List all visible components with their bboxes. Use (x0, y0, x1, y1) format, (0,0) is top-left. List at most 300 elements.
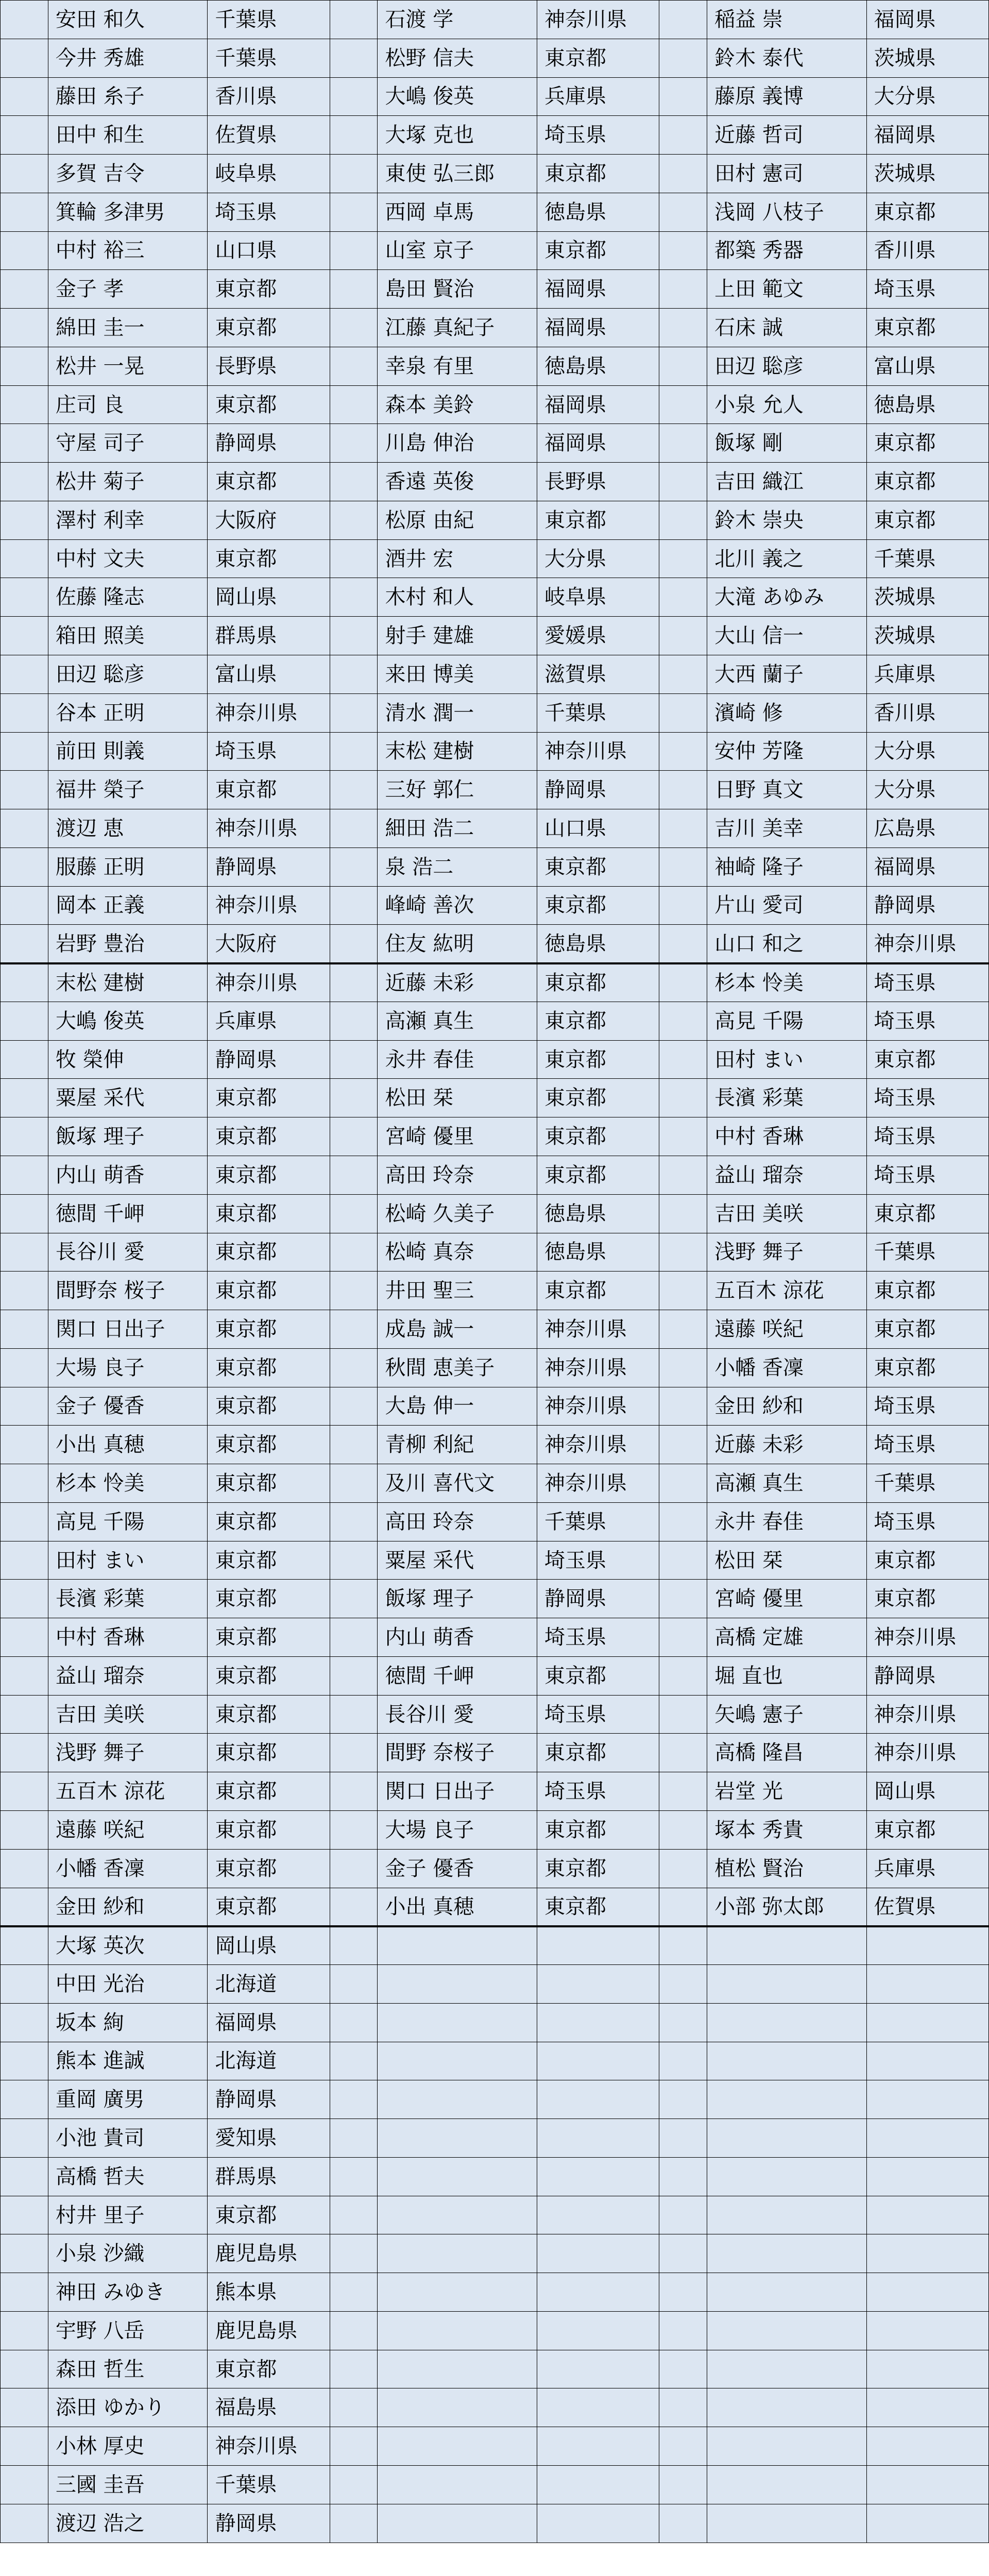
spacer-cell (330, 1695, 378, 1734)
spacer-cell (330, 1849, 378, 1888)
spacer-cell (1, 2504, 48, 2543)
spacer-cell (330, 155, 378, 193)
table-row (1, 2196, 989, 2234)
name-cell: 谷本 正明 (48, 693, 208, 732)
prefecture-cell: 徳島県 (537, 193, 659, 231)
spacer-cell (330, 385, 378, 424)
spacer-cell (659, 116, 707, 155)
table-row (1, 77, 989, 116)
table-row (1, 116, 989, 155)
name-cell (378, 2196, 537, 2234)
name-cell: 近藤 未彩 (378, 963, 537, 1002)
table-row (1, 1464, 989, 1503)
prefecture-cell: 熊本県 (208, 2273, 330, 2312)
spacer-cell (1, 231, 48, 270)
prefecture-cell (537, 2273, 659, 2312)
name-cell: 稲益 崇 (707, 1, 867, 39)
prefecture-cell: 東京都 (537, 1002, 659, 1040)
table-row (1, 2042, 989, 2080)
name-cell: 藤田 糸子 (48, 77, 208, 116)
spacer-cell (330, 1117, 378, 1156)
prefecture-cell (537, 1926, 659, 1965)
prefecture-cell (537, 2003, 659, 2042)
name-cell: 多賀 吉令 (48, 155, 208, 193)
name-cell: 浅野 舞子 (48, 1734, 208, 1772)
name-cell: 重岡 廣男 (48, 2080, 208, 2119)
spacer-cell (1, 2466, 48, 2504)
prefecture-cell: 東京都 (208, 1464, 330, 1503)
name-cell: 佐藤 隆志 (48, 578, 208, 617)
name-cell: 岩堂 光 (707, 1772, 867, 1811)
name-cell: 益山 瑠奈 (707, 1156, 867, 1194)
prefecture-cell (537, 2234, 659, 2273)
prefecture-cell: 東京都 (537, 1117, 659, 1156)
spacer-cell (1, 1387, 48, 1426)
spacer-cell (659, 578, 707, 617)
spacer-cell (1, 270, 48, 309)
prefecture-cell: 大分県 (866, 771, 988, 809)
prefecture-cell: 千葉県 (537, 693, 659, 732)
name-cell: 藤原 義博 (707, 77, 867, 116)
table-row (1, 1194, 989, 1233)
table-row (1, 39, 989, 77)
prefecture-cell: 徳島県 (866, 385, 988, 424)
prefecture-cell: 東京都 (208, 1734, 330, 1772)
prefecture-cell: 兵庫県 (866, 655, 988, 694)
spacer-cell (330, 1772, 378, 1811)
spacer-cell (1, 2350, 48, 2388)
prefecture-cell: 千葉県 (208, 39, 330, 77)
spacer-cell (330, 1194, 378, 1233)
table-row (1, 1040, 989, 1079)
spacer-cell (659, 424, 707, 463)
prefecture-cell: 千葉県 (866, 539, 988, 578)
name-cell: 袖崎 隆子 (707, 848, 867, 886)
table-row (1, 1272, 989, 1310)
prefecture-cell: 長野県 (208, 347, 330, 385)
name-cell: 綿田 圭一 (48, 309, 208, 347)
prefecture-cell: 福岡県 (866, 116, 988, 155)
name-cell: 三國 圭吾 (48, 2466, 208, 2504)
name-cell: 西岡 卓馬 (378, 193, 537, 231)
spacer-cell (659, 270, 707, 309)
name-cell: 射手 建雄 (378, 617, 537, 655)
spacer-cell (330, 1348, 378, 1387)
prefecture-cell: 東京都 (866, 1541, 988, 1580)
name-cell: 中村 文夫 (48, 539, 208, 578)
name-cell (707, 2119, 867, 2158)
table-row (1, 771, 989, 809)
prefecture-cell (866, 2196, 988, 2234)
name-cell: 秋間 恵美子 (378, 1348, 537, 1387)
name-cell: 石床 誠 (707, 309, 867, 347)
spacer-cell (1, 1310, 48, 1349)
prefecture-cell: 福岡県 (208, 2003, 330, 2042)
prefecture-cell: 東京都 (208, 270, 330, 309)
prefecture-cell: 神奈川県 (866, 925, 988, 963)
name-cell: 徳間 千岬 (378, 1656, 537, 1695)
spacer-cell (659, 655, 707, 694)
table-row (1, 1965, 989, 2004)
name-cell: 五百木 涼花 (707, 1272, 867, 1310)
name-cell: 三好 郭仁 (378, 771, 537, 809)
table-row (1, 2273, 989, 2312)
table-row (1, 193, 989, 231)
name-cell (707, 1926, 867, 1965)
prefecture-cell (537, 1965, 659, 2004)
prefecture-cell (866, 2350, 988, 2388)
prefecture-cell (537, 2119, 659, 2158)
table-row (1, 809, 989, 848)
name-cell: 島田 賢治 (378, 270, 537, 309)
spacer-cell (330, 2157, 378, 2196)
table-row (1, 1156, 989, 1194)
prefecture-cell: 東京都 (537, 1810, 659, 1849)
name-cell: 杉本 怜美 (48, 1464, 208, 1503)
prefecture-cell (866, 2080, 988, 2119)
name-cell (378, 2080, 537, 2119)
name-cell: 松田 栞 (378, 1079, 537, 1117)
spacer-cell (1, 539, 48, 578)
spacer-cell (330, 1079, 378, 1117)
prefecture-cell: 埼玉県 (866, 1079, 988, 1117)
prefecture-cell: 神奈川県 (537, 1, 659, 39)
spacer-cell (330, 424, 378, 463)
prefecture-cell: 東京都 (208, 1810, 330, 1849)
prefecture-cell: 東京都 (208, 1079, 330, 1117)
prefecture-cell: 埼玉県 (537, 1772, 659, 1811)
name-cell (378, 2504, 537, 2543)
name-cell: 塚本 秀貴 (707, 1810, 867, 1849)
prefecture-cell: 大分県 (866, 77, 988, 116)
table-row (1, 1849, 989, 1888)
name-cell: 杉本 怜美 (707, 963, 867, 1002)
name-cell: 小幡 香凜 (707, 1348, 867, 1387)
name-cell: 田辺 聡彦 (707, 347, 867, 385)
table-row (1, 2003, 989, 2042)
spacer-cell (659, 2157, 707, 2196)
spacer-cell (330, 809, 378, 848)
prefecture-cell: 東京都 (208, 1272, 330, 1310)
spacer-cell (330, 231, 378, 270)
prefecture-cell (866, 1965, 988, 2004)
prefecture-cell: 埼玉県 (537, 116, 659, 155)
name-cell: 細田 浩二 (378, 809, 537, 848)
spacer-cell (1, 1502, 48, 1541)
spacer-cell (1, 1348, 48, 1387)
prefecture-cell (537, 2157, 659, 2196)
prefecture-cell: 大分県 (537, 539, 659, 578)
prefecture-cell: 茨城県 (866, 155, 988, 193)
name-cell: 松井 菊子 (48, 463, 208, 501)
name-cell: 益山 瑠奈 (48, 1656, 208, 1695)
name-cell: 村井 里子 (48, 2196, 208, 2234)
spacer-cell (1, 1, 48, 39)
spacer-cell (330, 732, 378, 771)
name-cell: 澤村 利幸 (48, 501, 208, 539)
spacer-cell (330, 1464, 378, 1503)
name-cell: 成島 誠一 (378, 1310, 537, 1349)
spacer-cell (659, 2350, 707, 2388)
name-cell (378, 2311, 537, 2350)
table-row (1, 617, 989, 655)
prefecture-cell: 北海道 (208, 2042, 330, 2080)
spacer-cell (330, 1926, 378, 1965)
table-row (1, 2311, 989, 2350)
spacer-cell (330, 771, 378, 809)
name-cell: 大場 良子 (48, 1348, 208, 1387)
spacer-cell (330, 1426, 378, 1464)
spacer-cell (1, 424, 48, 463)
name-cell: 間野 奈桜子 (378, 1734, 537, 1772)
prefecture-cell: 東京都 (866, 1040, 988, 1079)
table-row (1, 231, 989, 270)
prefecture-cell: 東京都 (537, 1079, 659, 1117)
name-cell: 金子 孝 (48, 270, 208, 309)
prefecture-cell: 東京都 (208, 1426, 330, 1464)
table-row (1, 1387, 989, 1426)
prefecture-cell (866, 2042, 988, 2080)
name-cell (378, 2466, 537, 2504)
table-row (1, 2157, 989, 2196)
prefecture-cell (866, 1926, 988, 1965)
spacer-cell (659, 77, 707, 116)
name-cell: 森本 美鈴 (378, 385, 537, 424)
table-row (1, 2466, 989, 2504)
spacer-cell (330, 1310, 378, 1349)
prefecture-cell: 埼玉県 (537, 1541, 659, 1580)
prefecture-cell (866, 2466, 988, 2504)
name-cell: 金田 紗和 (707, 1387, 867, 1426)
prefecture-cell: 兵庫県 (866, 1849, 988, 1888)
name-cell: 岡本 正義 (48, 886, 208, 925)
name-cell: 徳間 千岬 (48, 1194, 208, 1233)
prefecture-cell: 長野県 (537, 463, 659, 501)
name-cell (378, 1926, 537, 1965)
spacer-cell (659, 2196, 707, 2234)
spacer-cell (659, 732, 707, 771)
spacer-cell (1, 1810, 48, 1849)
table-row (1, 2388, 989, 2427)
table-row (1, 578, 989, 617)
spacer-cell (1, 2157, 48, 2196)
spacer-cell (1, 39, 48, 77)
name-cell: 堀 直也 (707, 1656, 867, 1695)
prefecture-cell: 福岡県 (537, 270, 659, 309)
name-cell: 松田 栞 (707, 1541, 867, 1580)
spacer-cell (1, 1888, 48, 1926)
name-cell: 遠藤 咲紀 (707, 1310, 867, 1349)
name-cell: 長谷川 愛 (378, 1695, 537, 1734)
spacer-cell (330, 693, 378, 732)
name-cell: 中村 裕三 (48, 231, 208, 270)
prefecture-cell: 愛知県 (208, 2119, 330, 2158)
prefecture-cell (537, 2504, 659, 2543)
name-cell (378, 2234, 537, 2273)
spacer-cell (1, 1656, 48, 1695)
table-row (1, 1618, 989, 1657)
prefecture-cell (866, 2003, 988, 2042)
prefecture-cell: 静岡県 (208, 424, 330, 463)
spacer-cell (1, 155, 48, 193)
table-row (1, 463, 989, 501)
prefecture-cell: 徳島県 (537, 1233, 659, 1272)
table-row (1, 2504, 989, 2543)
spacer-cell (330, 848, 378, 886)
prefecture-cell (537, 2388, 659, 2427)
name-cell: 松原 由紀 (378, 501, 537, 539)
name-cell: 及川 喜代文 (378, 1464, 537, 1503)
prefecture-cell: 群馬県 (208, 617, 330, 655)
spacer-cell (1, 463, 48, 501)
spacer-cell (330, 463, 378, 501)
spacer-cell (330, 617, 378, 655)
spacer-cell (1, 2080, 48, 2119)
prefecture-cell: 東京都 (208, 1310, 330, 1349)
spacer-cell (330, 347, 378, 385)
spacer-cell (330, 2311, 378, 2350)
name-cell: 長谷川 愛 (48, 1233, 208, 1272)
name-cell (378, 2157, 537, 2196)
prefecture-cell: 東京都 (537, 231, 659, 270)
spacer-cell (330, 2196, 378, 2234)
spacer-cell (330, 925, 378, 963)
spacer-cell (659, 2427, 707, 2466)
name-cell: 永井 春佳 (378, 1040, 537, 1079)
spacer-cell (1, 116, 48, 155)
prefecture-cell: 神奈川県 (537, 1426, 659, 1464)
spacer-cell (659, 2119, 707, 2158)
name-cell: 吉田 美咲 (48, 1695, 208, 1734)
prefecture-cell: 埼玉県 (537, 1695, 659, 1734)
prefecture-cell: 東京都 (537, 886, 659, 925)
name-cell (378, 2350, 537, 2388)
name-cell: 香遠 英俊 (378, 463, 537, 501)
spacer-cell (330, 2080, 378, 2119)
prefecture-cell: 東京都 (208, 1387, 330, 1426)
spacer-cell (659, 617, 707, 655)
name-cell: 小池 貴司 (48, 2119, 208, 2158)
prefecture-cell: 神奈川県 (866, 1695, 988, 1734)
prefecture-cell: 鹿児島県 (208, 2234, 330, 2273)
spacer-cell (659, 1, 707, 39)
prefecture-cell: 福岡県 (866, 1, 988, 39)
name-cell: 田村 まい (48, 1541, 208, 1580)
name-cell: 関口 日出子 (48, 1310, 208, 1349)
spacer-cell (659, 2042, 707, 2080)
spacer-cell (1, 2388, 48, 2427)
name-cell: 山室 京子 (378, 231, 537, 270)
spacer-cell (659, 1079, 707, 1117)
spacer-cell (1, 2119, 48, 2158)
name-cell (378, 2003, 537, 2042)
spacer-cell (659, 2466, 707, 2504)
prefecture-cell: 岡山県 (866, 1772, 988, 1811)
spacer-cell (659, 848, 707, 886)
spacer-cell (1, 1965, 48, 2004)
name-cell: 大嶋 俊英 (378, 77, 537, 116)
name-cell: 矢嶋 憲子 (707, 1695, 867, 1734)
spacer-cell (659, 1002, 707, 1040)
spacer-cell (330, 1656, 378, 1695)
prefecture-cell: 福岡県 (537, 309, 659, 347)
spacer-cell (659, 1310, 707, 1349)
table-row (1, 848, 989, 886)
table-row (1, 1734, 989, 1772)
prefecture-cell: 東京都 (208, 1618, 330, 1657)
name-cell: 大塚 英次 (48, 1926, 208, 1965)
prefecture-cell (537, 2311, 659, 2350)
spacer-cell (330, 77, 378, 116)
spacer-cell (1, 578, 48, 617)
name-cell: 高田 玲奈 (378, 1502, 537, 1541)
spacer-cell (1, 2234, 48, 2273)
prefecture-cell: 徳島県 (537, 925, 659, 963)
table-row (1, 2427, 989, 2466)
name-cell: 服藤 正明 (48, 848, 208, 886)
name-cell: 渡辺 恵 (48, 809, 208, 848)
prefecture-cell: 神奈川県 (537, 1387, 659, 1426)
prefecture-cell: 岡山県 (208, 578, 330, 617)
spacer-cell (330, 1541, 378, 1580)
spacer-cell (659, 1541, 707, 1580)
name-cell: 小出 真穂 (378, 1888, 537, 1926)
prefecture-cell: 岐阜県 (537, 578, 659, 617)
name-cell: 宮崎 優里 (707, 1580, 867, 1618)
name-cell: 大嶋 俊英 (48, 1002, 208, 1040)
name-cell: 大山 信一 (707, 617, 867, 655)
table-row (1, 1233, 989, 1272)
table-row (1, 347, 989, 385)
prefecture-cell: 大阪府 (208, 925, 330, 963)
spacer-cell (330, 193, 378, 231)
spacer-cell (659, 1849, 707, 1888)
spacer-cell (1, 886, 48, 925)
spacer-cell (330, 2427, 378, 2466)
prefecture-cell: 神奈川県 (537, 1310, 659, 1349)
name-cell: 永井 春佳 (707, 1502, 867, 1541)
name-cell: 小幡 香凜 (48, 1849, 208, 1888)
spacer-cell (659, 309, 707, 347)
spacer-cell (659, 1272, 707, 1310)
name-cell: 住友 紘明 (378, 925, 537, 963)
spacer-cell (1, 771, 48, 809)
name-cell: 長濱 彩葉 (707, 1079, 867, 1117)
prefecture-cell: 神奈川県 (866, 1618, 988, 1657)
prefecture-cell: 東京都 (537, 1272, 659, 1310)
spacer-cell (330, 1618, 378, 1657)
name-cell: 田村 憲司 (707, 155, 867, 193)
spacer-cell (330, 2234, 378, 2273)
prefecture-cell: 東京都 (537, 39, 659, 77)
prefecture-cell: 東京都 (866, 193, 988, 231)
spacer-cell (1, 501, 48, 539)
spacer-cell (1, 1849, 48, 1888)
spacer-cell (659, 1348, 707, 1387)
name-cell: 高橋 哲夫 (48, 2157, 208, 2196)
prefecture-cell: 愛媛県 (537, 617, 659, 655)
prefecture-cell: 東京都 (208, 1233, 330, 1272)
prefecture-cell (866, 2427, 988, 2466)
prefecture-cell (866, 2388, 988, 2427)
prefecture-cell: 徳島県 (537, 347, 659, 385)
prefecture-cell: 東京都 (208, 539, 330, 578)
prefecture-cell: 佐賀県 (866, 1888, 988, 1926)
spacer-cell (659, 1772, 707, 1811)
name-cell: 小林 厚史 (48, 2427, 208, 2466)
spacer-cell (659, 2311, 707, 2350)
table-row (1, 1656, 989, 1695)
